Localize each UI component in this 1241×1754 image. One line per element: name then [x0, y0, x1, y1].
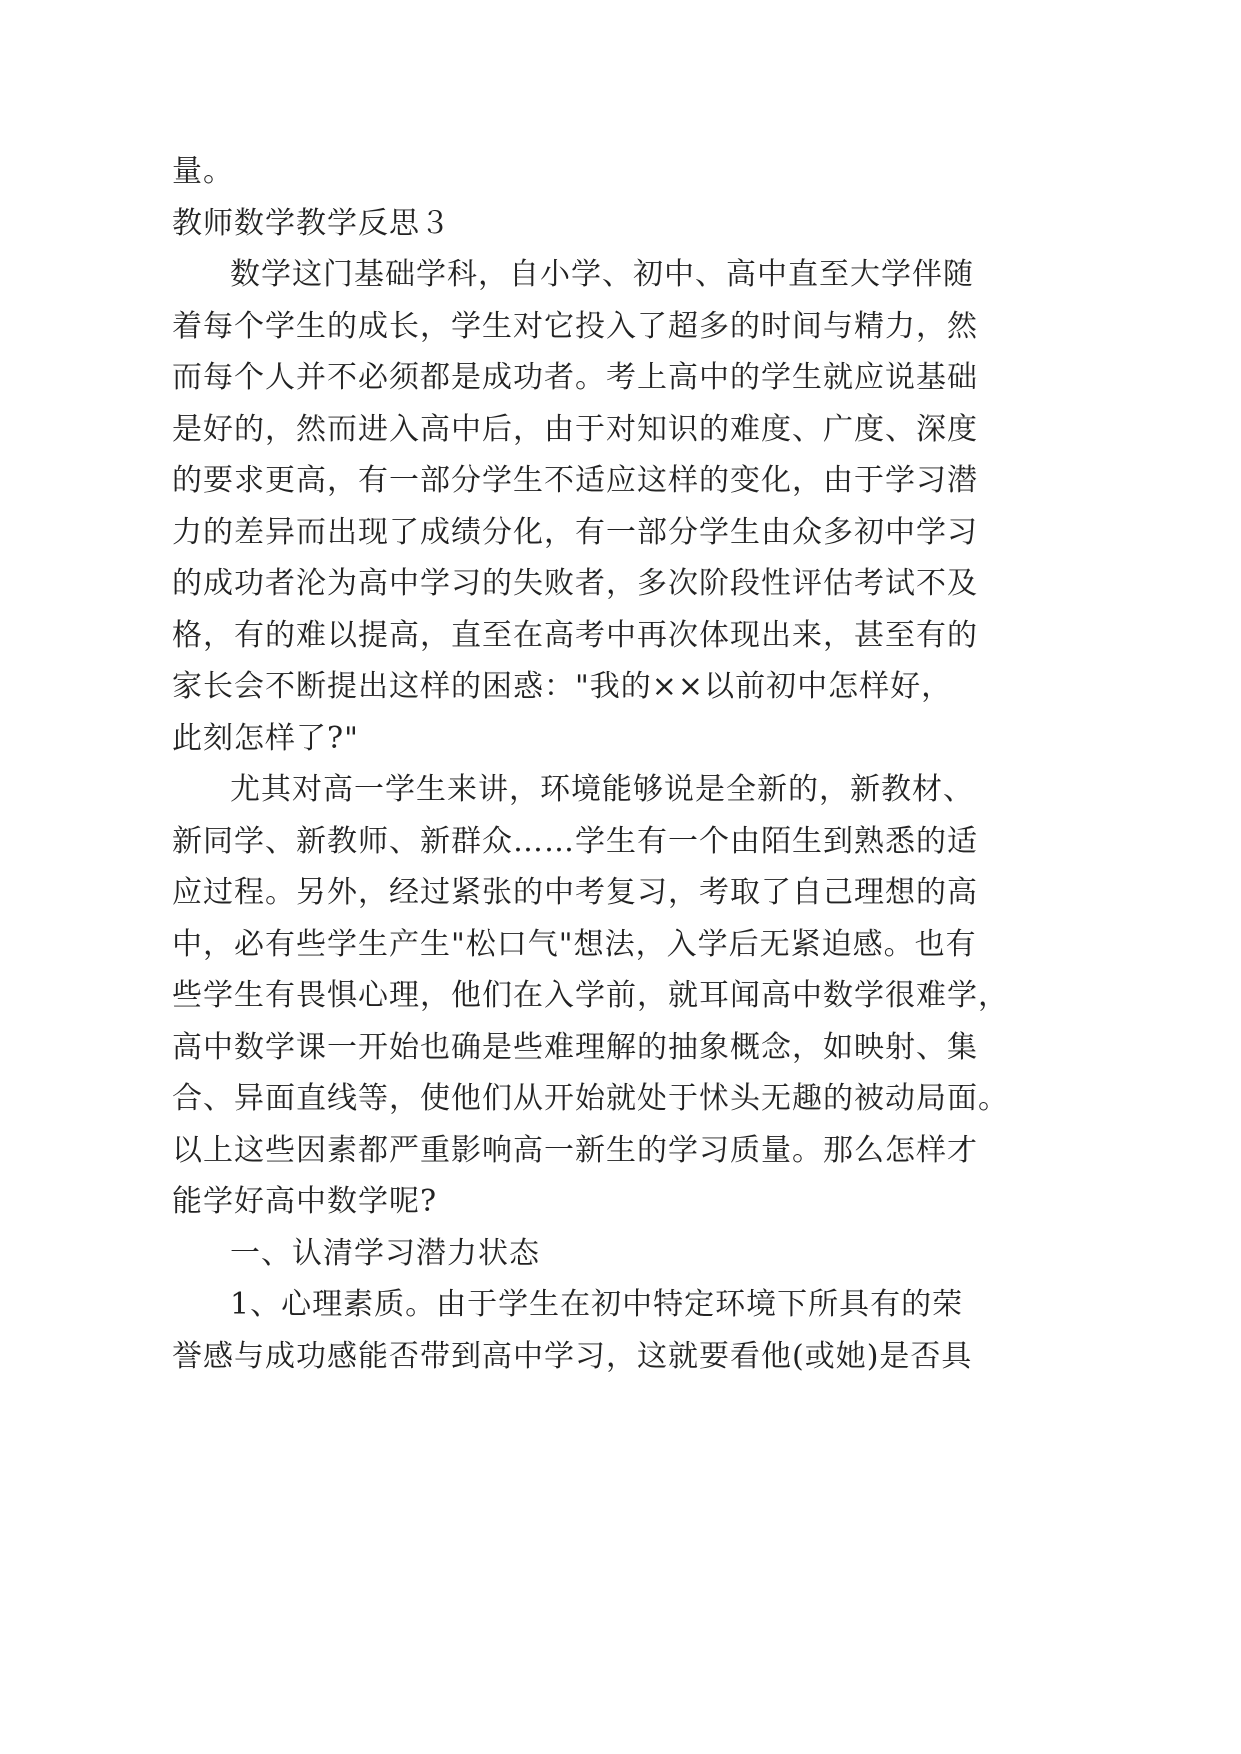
text-line: 尤其对高一学生来讲，环境能够说是全新的，新教材、: [230, 772, 974, 807]
text-line: 新同学、新教师、新群众……学生有一个由陌生到熟悉的适: [172, 824, 978, 859]
text-line: 格，有的难以提高，直至在高考中再次体现出来，甚至有的: [172, 618, 978, 653]
text-line: 而每个人并不必须都是成功者。考上高中的学生就应说基础: [172, 360, 978, 395]
text-line: 中，必有些学生产生"松口气"想法，入学后无紧迫感。也有: [172, 927, 977, 962]
text-line: 高中数学课一开始也确是些难理解的抽象概念，如映射、集: [172, 1030, 978, 1065]
text-line: 以上这些因素都严重影响高一新生的学习质量。那么怎样才: [172, 1133, 978, 1168]
text-line: 数学这门基础学科，自小学、初中、高中直至大学伴随: [230, 257, 974, 292]
text-line: 应过程。另外，经过紧张的中考复习，考取了自己理想的高: [172, 875, 978, 910]
section-heading: 教师数学教学反思３: [172, 206, 451, 241]
text-line: 些学生有畏惧心理，他们在入学前，就耳闻高中数学很难学，: [172, 978, 1009, 1013]
subsection-heading: 一、认清学习潜力状态: [230, 1236, 540, 1271]
text-line: 此刻怎样了?": [172, 721, 359, 756]
text-line: 1、心理素质。由于学生在初中特定环境下所具有的荣: [230, 1287, 964, 1322]
text-line: 合、异面直线等，使他们从开始就处于怵头无趣的被动局面。: [172, 1081, 1009, 1116]
text-line: 能学好高中数学呢?: [172, 1184, 438, 1219]
text-line: 的要求更高，有一部分学生不适应这样的变化，由于学习潜: [172, 463, 978, 498]
text-line: 着每个学生的成长，学生对它投入了超多的时间与精力，然: [172, 309, 978, 344]
text-line: 的成功者沦为高中学习的失败者，多次阶段性评估考试不及: [172, 566, 978, 601]
text-line: 誉感与成功感能否带到高中学习，这就要看他(或她)是否具: [172, 1339, 973, 1374]
text-line: 家长会不断提出这样的困惑："我的××以前初中怎样好，: [172, 669, 953, 704]
text-line: 力的差异而出现了成绩分化，有一部分学生由众多初中学习: [172, 515, 978, 550]
text-line: 是好的，然而进入高中后，由于对知识的难度、广度、深度: [172, 412, 978, 447]
text-line: 量。: [172, 154, 234, 189]
